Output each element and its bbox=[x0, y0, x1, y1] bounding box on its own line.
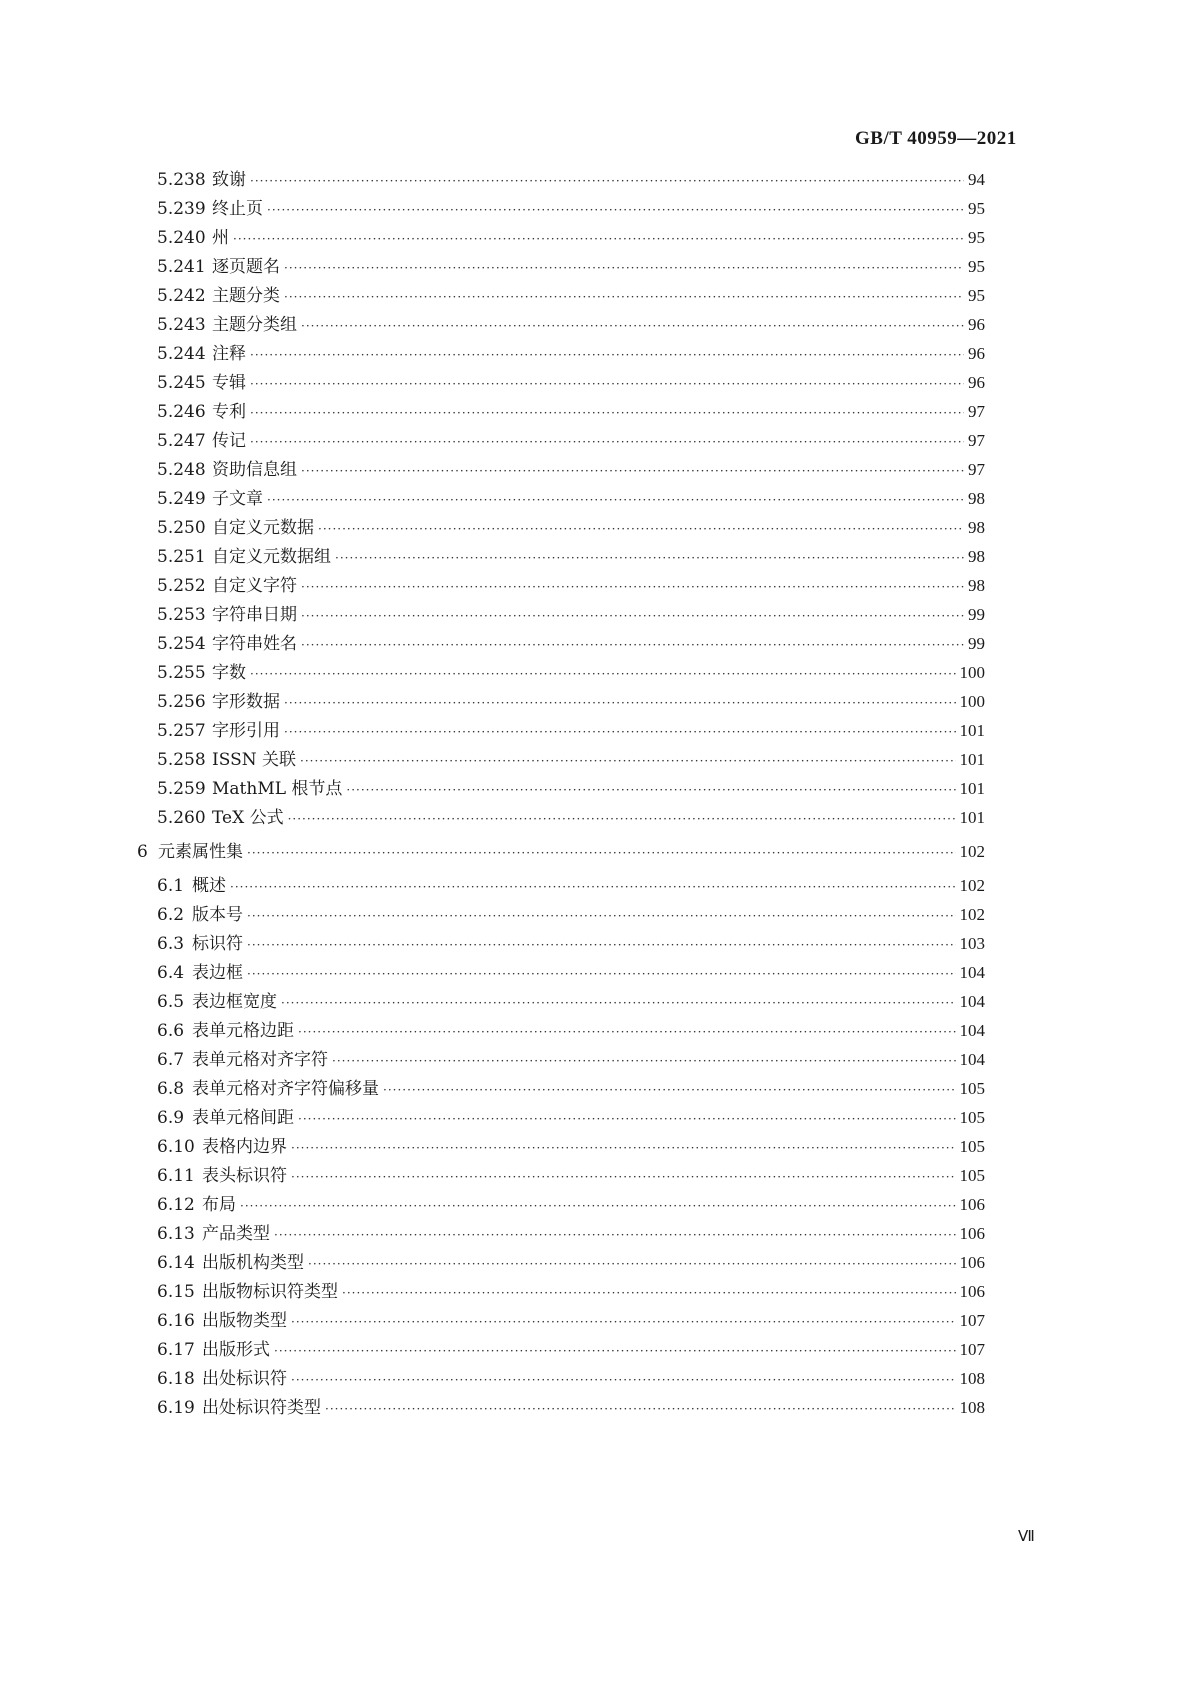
leader-dots bbox=[325, 1395, 956, 1423]
leader-dots bbox=[301, 631, 964, 659]
toc-entry[interactable] bbox=[157, 804, 985, 832]
toc-entry-page: 105 bbox=[959, 1108, 985, 1127]
toc-entry-title: 出版物类型 bbox=[202, 1311, 287, 1331]
toc-entry-page: 107 bbox=[959, 1340, 985, 1359]
toc-entry[interactable] bbox=[157, 746, 985, 774]
leader-dots bbox=[301, 602, 964, 630]
toc-entry-page: 100 bbox=[959, 663, 985, 682]
leader-dots bbox=[301, 457, 964, 485]
toc-entry-title: 表边框宽度 bbox=[192, 992, 277, 1012]
toc-entry[interactable] bbox=[157, 1046, 985, 1074]
toc-entry-title: 字形引用 bbox=[212, 721, 280, 741]
toc-entry-title: 元素属性集 bbox=[158, 842, 243, 862]
toc-entry-page: 100 bbox=[959, 692, 985, 711]
toc-entry[interactable] bbox=[157, 1336, 985, 1364]
toc-entry-number: 6.12 bbox=[157, 1195, 195, 1215]
toc-entry[interactable] bbox=[157, 1249, 985, 1277]
toc-entry-number: 5.238 bbox=[157, 170, 206, 190]
toc-entry[interactable] bbox=[157, 340, 985, 368]
toc-entry-title: 终止页 bbox=[212, 199, 263, 219]
toc-entry-title: 出版机构类型 bbox=[202, 1253, 304, 1273]
toc-entry-number: 5.249 bbox=[157, 489, 206, 509]
toc-entry-title: 专利 bbox=[212, 402, 246, 422]
toc-entry-number: 6.8 bbox=[157, 1079, 185, 1099]
leader-dots bbox=[230, 873, 956, 901]
toc-entry-title: 注释 bbox=[212, 344, 246, 364]
toc-entry-number: 5.241 bbox=[157, 257, 206, 277]
leader-dots bbox=[291, 1163, 956, 1191]
toc-entry-number: 6.7 bbox=[157, 1050, 185, 1070]
toc-entry[interactable] bbox=[137, 838, 985, 866]
leader-dots bbox=[274, 1337, 956, 1365]
toc-entry[interactable] bbox=[157, 1307, 985, 1335]
leader-dots bbox=[335, 544, 964, 572]
toc-entry-title: 布局 bbox=[202, 1195, 236, 1215]
toc-entry-page: 97 bbox=[968, 431, 985, 450]
toc-entry[interactable] bbox=[157, 930, 985, 958]
leader-dots bbox=[301, 573, 964, 601]
toc-entry[interactable] bbox=[157, 427, 985, 455]
leader-dots bbox=[291, 1308, 956, 1336]
toc-entry-number: 6.15 bbox=[157, 1282, 195, 1302]
toc-entry-number: 6.18 bbox=[157, 1369, 195, 1389]
toc-entry-title: MathML 根节点 bbox=[212, 779, 343, 799]
toc-entry-number: 5.253 bbox=[157, 605, 206, 625]
toc-entry-number: 5.244 bbox=[157, 344, 206, 364]
leader-dots bbox=[300, 747, 956, 775]
toc-entry-title: 出处标识符类型 bbox=[202, 1398, 321, 1418]
toc-entry[interactable] bbox=[157, 195, 985, 223]
toc-entry-number: 5.252 bbox=[157, 576, 206, 596]
toc-entry-number: 5.243 bbox=[157, 315, 206, 335]
toc-entry-title: ISSN 关联 bbox=[212, 750, 296, 770]
toc-entry-title: 州 bbox=[212, 228, 229, 248]
toc-entry[interactable] bbox=[157, 1220, 985, 1248]
toc-entry-number: 6.11 bbox=[157, 1166, 195, 1186]
toc-entry-number: 6.1 bbox=[157, 876, 185, 896]
toc-entry[interactable] bbox=[157, 1394, 985, 1422]
leader-dots bbox=[284, 689, 956, 717]
toc-entry-page: 98 bbox=[968, 576, 985, 595]
toc-entry-page: 106 bbox=[959, 1224, 985, 1243]
toc-entry-page: 107 bbox=[959, 1311, 985, 1330]
toc-entry-page: 102 bbox=[959, 876, 985, 895]
toc-entry-title: 字符串日期 bbox=[212, 605, 297, 625]
toc-entry-title: 表格内边界 bbox=[202, 1137, 287, 1157]
leader-dots bbox=[247, 960, 956, 988]
toc-entry-title: 表单元格边距 bbox=[192, 1021, 294, 1041]
leader-dots bbox=[346, 776, 955, 804]
toc-entry-title: 表单元格对齐字符偏移量 bbox=[192, 1079, 379, 1099]
toc-entry-title: 产品类型 bbox=[202, 1224, 270, 1244]
toc-entry-number: 6 bbox=[137, 842, 148, 862]
leader-dots bbox=[298, 1105, 956, 1133]
toc-entry-page: 95 bbox=[968, 199, 985, 218]
toc-entry[interactable] bbox=[157, 398, 985, 426]
toc-entry[interactable] bbox=[157, 601, 985, 629]
toc-entry-title: 字符串姓名 bbox=[212, 634, 297, 654]
toc-entry-title: 出版物标识符类型 bbox=[202, 1282, 338, 1302]
toc-entry-title: 表头标识符 bbox=[202, 1166, 287, 1186]
toc-entry-number: 6.3 bbox=[157, 934, 185, 954]
toc-entry-number: 5.257 bbox=[157, 721, 206, 741]
toc-entry-page: 96 bbox=[968, 315, 985, 334]
toc-entry-number: 6.10 bbox=[157, 1137, 195, 1157]
leader-dots bbox=[250, 399, 964, 427]
toc-entry-title: 主题分类 bbox=[212, 286, 280, 306]
toc-entry-page: 95 bbox=[968, 286, 985, 305]
toc-entry[interactable] bbox=[157, 543, 985, 571]
leader-dots bbox=[332, 1047, 956, 1075]
toc-entry-number: 5.260 bbox=[157, 808, 206, 828]
leader-dots bbox=[301, 312, 964, 340]
toc-entry-page: 102 bbox=[959, 905, 985, 924]
leader-dots bbox=[250, 660, 956, 688]
toc-entry-number: 5.239 bbox=[157, 199, 206, 219]
toc-entry-title: 逐页题名 bbox=[212, 257, 280, 277]
toc-entry-page: 102 bbox=[959, 842, 985, 861]
toc-entry-page: 95 bbox=[968, 228, 985, 247]
toc-entry[interactable] bbox=[157, 514, 985, 542]
toc-entry-page: 101 bbox=[959, 808, 985, 827]
toc-entry-page: 106 bbox=[959, 1282, 985, 1301]
toc-entry-number: 6.14 bbox=[157, 1253, 195, 1273]
toc-entry-page: 104 bbox=[959, 992, 985, 1011]
toc-entry-page: 103 bbox=[959, 934, 985, 953]
toc-entry[interactable] bbox=[157, 959, 985, 987]
leader-dots bbox=[250, 167, 964, 195]
toc-entry-number: 5.242 bbox=[157, 286, 206, 306]
toc-entry[interactable] bbox=[157, 1133, 985, 1161]
toc-entry-page: 106 bbox=[959, 1253, 985, 1272]
leader-dots bbox=[240, 1192, 956, 1220]
toc-entry[interactable] bbox=[157, 572, 985, 600]
leader-dots bbox=[383, 1076, 956, 1104]
toc-entry-number: 5.245 bbox=[157, 373, 206, 393]
toc-entry-page: 94 bbox=[968, 170, 985, 189]
leader-dots bbox=[284, 254, 964, 282]
toc-entry[interactable] bbox=[157, 1365, 985, 1393]
toc-entry-title: 表单元格对齐字符 bbox=[192, 1050, 328, 1070]
toc-entry-page: 95 bbox=[968, 257, 985, 276]
toc-entry-number: 6.9 bbox=[157, 1108, 185, 1128]
leader-dots bbox=[298, 1018, 956, 1046]
toc-entry-page: 108 bbox=[959, 1369, 985, 1388]
toc-entry-page: 104 bbox=[959, 1021, 985, 1040]
toc-entry-page: 96 bbox=[968, 373, 985, 392]
toc-entry[interactable] bbox=[157, 1017, 985, 1045]
leader-dots bbox=[250, 370, 964, 398]
toc-entry-number: 5.256 bbox=[157, 692, 206, 712]
toc-entry-page: 97 bbox=[968, 402, 985, 421]
toc-entry[interactable] bbox=[157, 901, 985, 929]
toc-entry-title: 传记 bbox=[212, 431, 246, 451]
leader-dots bbox=[274, 1221, 956, 1249]
leader-dots bbox=[247, 931, 956, 959]
standard-code: GB/T 40959—2021 bbox=[855, 128, 1017, 149]
toc-entry[interactable] bbox=[157, 369, 985, 397]
toc-entry-number: 6.5 bbox=[157, 992, 185, 1012]
toc-entry-page: 105 bbox=[959, 1166, 985, 1185]
toc-entry-number: 6.19 bbox=[157, 1398, 195, 1418]
toc-entry[interactable] bbox=[157, 688, 985, 716]
toc-entry-number: 6.17 bbox=[157, 1340, 195, 1360]
leader-dots bbox=[342, 1279, 956, 1307]
toc-entry[interactable] bbox=[157, 282, 985, 310]
toc-entry-page: 98 bbox=[968, 518, 985, 537]
toc-entry-page: 108 bbox=[959, 1398, 985, 1417]
toc-entry[interactable] bbox=[157, 1278, 985, 1306]
page-number: Ⅶ bbox=[1018, 1529, 1034, 1545]
leader-dots bbox=[288, 805, 956, 833]
leader-dots bbox=[247, 902, 956, 930]
toc-entry-number: 5.247 bbox=[157, 431, 206, 451]
toc-entry[interactable] bbox=[157, 485, 985, 513]
toc-entry-number: 5.240 bbox=[157, 228, 206, 248]
toc-entry[interactable] bbox=[157, 311, 985, 339]
toc-entry-page: 99 bbox=[968, 634, 985, 653]
toc-entry[interactable] bbox=[157, 1162, 985, 1190]
toc-entry-page: 98 bbox=[968, 489, 985, 508]
toc-entry-page: 101 bbox=[959, 721, 985, 740]
leader-dots bbox=[250, 341, 964, 369]
toc-entry-title: 字形数据 bbox=[212, 692, 280, 712]
toc-entry-page: 96 bbox=[968, 344, 985, 363]
toc-entry-title: 表单元格间距 bbox=[192, 1108, 294, 1128]
toc-entry[interactable] bbox=[157, 988, 985, 1016]
toc-entry[interactable] bbox=[157, 717, 985, 745]
toc-entry-number: 5.250 bbox=[157, 518, 206, 538]
toc-entry-page: 106 bbox=[959, 1195, 985, 1214]
toc-entry-page: 105 bbox=[959, 1079, 985, 1098]
toc-entry[interactable] bbox=[157, 1075, 985, 1103]
toc-entry-number: 6.6 bbox=[157, 1021, 185, 1041]
toc-entry-title: 出版形式 bbox=[202, 1340, 270, 1360]
leader-dots bbox=[318, 515, 964, 543]
toc-entry-number: 5.255 bbox=[157, 663, 206, 683]
toc-entry[interactable] bbox=[157, 224, 985, 252]
toc-entry-page: 97 bbox=[968, 460, 985, 479]
toc-entry[interactable] bbox=[157, 775, 985, 803]
leader-dots bbox=[291, 1366, 956, 1394]
toc-entry[interactable] bbox=[157, 166, 985, 194]
toc-entry-number: 6.2 bbox=[157, 905, 185, 925]
toc-entry-number: 5.254 bbox=[157, 634, 206, 654]
toc-entry-page: 104 bbox=[959, 1050, 985, 1069]
toc-entry-title: 标识符 bbox=[192, 934, 243, 954]
leader-dots bbox=[284, 718, 956, 746]
toc-entry[interactable] bbox=[157, 659, 985, 687]
toc-entry-number: 5.246 bbox=[157, 402, 206, 422]
leader-dots bbox=[281, 989, 956, 1017]
toc-entry[interactable] bbox=[157, 1104, 985, 1132]
toc-entry[interactable] bbox=[157, 456, 985, 484]
leader-dots bbox=[250, 428, 964, 456]
toc-entry-title: 自定义字符 bbox=[212, 576, 297, 596]
toc-entry-title: 主题分类组 bbox=[212, 315, 297, 335]
toc-entry-page: 101 bbox=[959, 779, 985, 798]
leader-dots bbox=[267, 486, 964, 514]
leader-dots bbox=[267, 196, 964, 224]
toc-entry-number: 5.248 bbox=[157, 460, 206, 480]
toc-entry-title: TeX 公式 bbox=[212, 808, 284, 828]
toc-entry-title: 自定义元数据组 bbox=[212, 547, 331, 567]
toc-entry-page: 101 bbox=[959, 750, 985, 769]
toc-entry-number: 6.4 bbox=[157, 963, 185, 983]
toc-entry-title: 自定义元数据 bbox=[212, 518, 314, 538]
leader-dots bbox=[284, 283, 964, 311]
toc-entry-title: 资助信息组 bbox=[212, 460, 297, 480]
toc-entry[interactable] bbox=[157, 630, 985, 658]
toc-entry-title: 版本号 bbox=[192, 905, 243, 925]
toc-entry[interactable] bbox=[157, 1191, 985, 1219]
toc-entry-title: 致谢 bbox=[212, 170, 246, 190]
toc-entry-page: 104 bbox=[959, 963, 985, 982]
leader-dots bbox=[247, 839, 956, 867]
toc-entry-number: 5.258 bbox=[157, 750, 206, 770]
toc-entry-title: 专辑 bbox=[212, 373, 246, 393]
toc-entry-number: 5.251 bbox=[157, 547, 206, 567]
leader-dots bbox=[308, 1250, 956, 1278]
toc-entry-title: 概述 bbox=[192, 876, 226, 896]
toc-entry-page: 99 bbox=[968, 605, 985, 624]
leader-dots bbox=[291, 1134, 956, 1162]
toc-entry-page: 105 bbox=[959, 1137, 985, 1156]
toc-entry[interactable] bbox=[157, 872, 985, 900]
toc-entry-title: 出处标识符 bbox=[202, 1369, 287, 1389]
toc-entry-title: 字数 bbox=[212, 663, 246, 683]
toc-entry[interactable] bbox=[157, 253, 985, 281]
toc-entry-title: 表边框 bbox=[192, 963, 243, 983]
toc-entry-number: 6.13 bbox=[157, 1224, 195, 1244]
toc-entry-page: 98 bbox=[968, 547, 985, 566]
leader-dots bbox=[233, 225, 964, 253]
toc-entry-number: 6.16 bbox=[157, 1311, 195, 1331]
toc-entry-number: 5.259 bbox=[157, 779, 206, 799]
toc-entry-title: 子文章 bbox=[212, 489, 263, 509]
